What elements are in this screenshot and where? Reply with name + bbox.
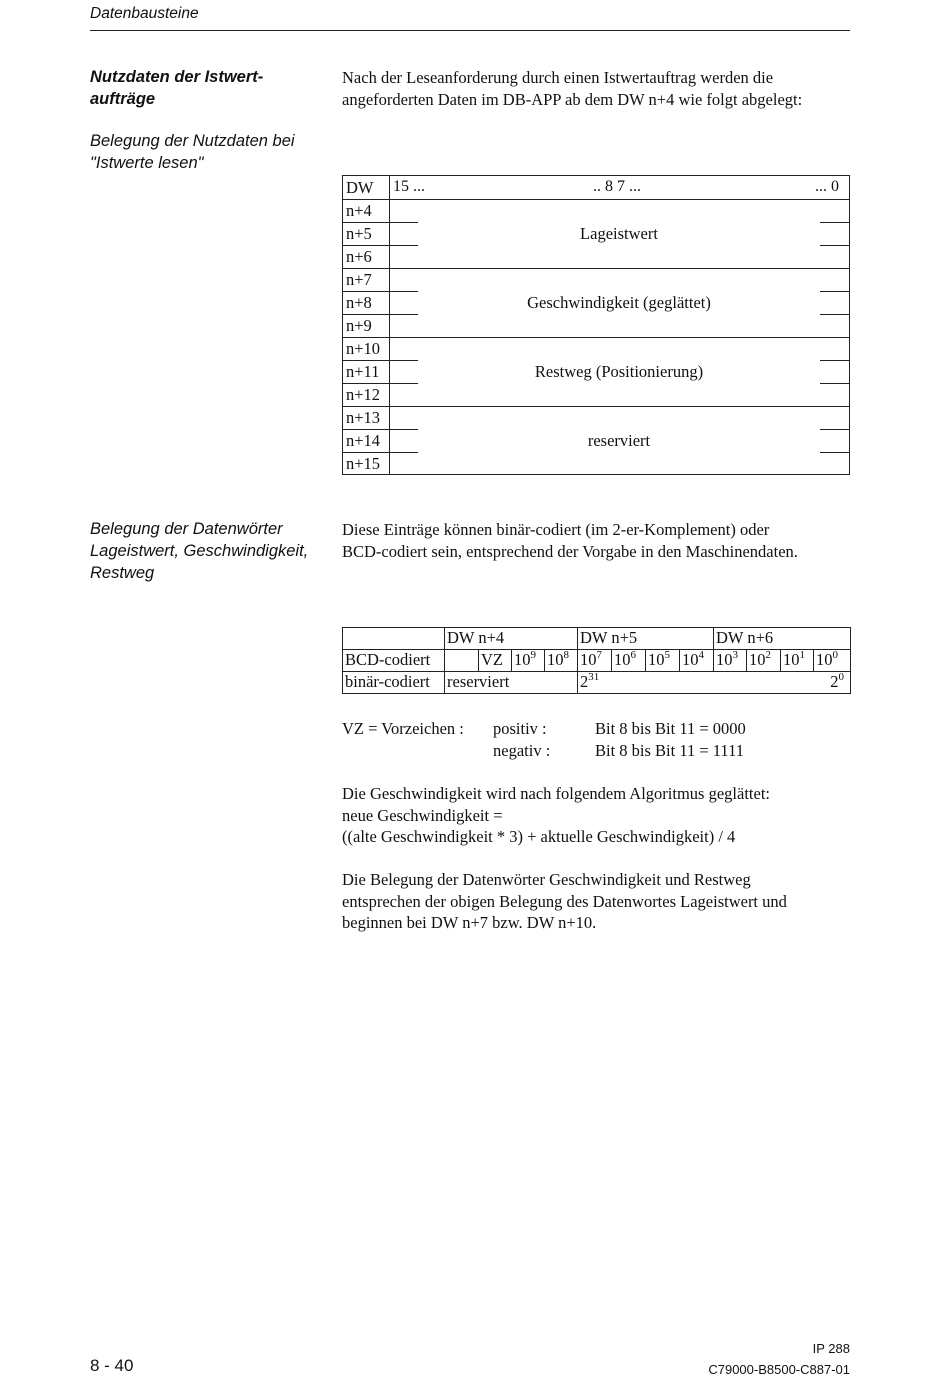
power-exp: 7 <box>596 649 602 661</box>
binary-label: binär-codiert <box>343 672 445 694</box>
power-cell <box>781 650 814 672</box>
word-tick-left <box>389 314 418 315</box>
dw-row <box>343 406 849 429</box>
section-heading-datenwoerter <box>90 518 308 584</box>
dw-row-label: n+15 <box>346 454 381 473</box>
body-line: Nach der Leseanforderung durch einen Istwertauftrag werden die <box>342 68 774 87</box>
word-tick-left <box>389 360 418 361</box>
power-exp: 4 <box>698 649 704 661</box>
row-divider <box>343 291 389 292</box>
word-tick-right <box>820 222 849 223</box>
power-cell <box>814 650 851 672</box>
dw-row <box>343 452 849 475</box>
power-base: 10 <box>580 650 597 669</box>
header-dw-n4: DW n+4 <box>445 628 578 650</box>
body-line: beginnen bei DW n+7 bzw. DW n+10. <box>342 913 597 932</box>
vz-note <box>342 718 842 762</box>
section-body-coding <box>342 519 798 562</box>
dw-row-label: n+12 <box>346 385 381 404</box>
binary-low <box>830 672 844 692</box>
vz-negative-value: Bit 8 bis Bit 11 = 1111 <box>595 741 744 760</box>
bcd-label: BCD-codiert <box>343 650 445 672</box>
word-tick-left <box>389 245 418 246</box>
word-tick-left <box>389 222 418 223</box>
power-exp: 1 <box>799 649 805 661</box>
power-exp: 9 <box>530 649 536 661</box>
dw-row-label: n+6 <box>346 247 372 266</box>
header-dw-n5: DW n+5 <box>578 628 714 650</box>
dw-header-label: DW <box>346 178 374 197</box>
header-rule <box>90 30 850 31</box>
binary-reserved: reserviert <box>445 672 578 694</box>
heading-line: Nutzdaten der Istwert- <box>90 68 264 86</box>
power-cell <box>578 650 612 672</box>
word-tick-right <box>820 245 849 246</box>
power-cell <box>512 650 545 672</box>
coding-table <box>342 627 851 694</box>
vz-positive-value: Bit 8 bis Bit 11 = 0000 <box>595 719 746 738</box>
power-cell <box>545 650 578 672</box>
dw-row-label: n+9 <box>346 316 372 335</box>
word-tick-left <box>389 452 418 453</box>
power-base: 10 <box>716 650 733 669</box>
footer-doc-info <box>650 1338 850 1380</box>
power-base: 10 <box>783 650 800 669</box>
row-divider <box>343 222 389 223</box>
section-body-intro <box>342 67 802 110</box>
power-exp: 3 <box>732 649 738 661</box>
power-exp: 8 <box>563 649 569 661</box>
group-divider <box>343 337 849 338</box>
field-reserviert: reserviert <box>587 431 651 450</box>
power-base: 10 <box>648 650 665 669</box>
dw-row-label: n+5 <box>346 224 372 243</box>
heading-line: aufträge <box>90 90 156 108</box>
dw-row <box>343 268 849 291</box>
row-divider <box>343 314 389 315</box>
dw-row <box>343 337 849 360</box>
power-base: 10 <box>682 650 699 669</box>
heading-line: Lageistwert, Geschwindigkeit, <box>90 542 309 560</box>
heading-line: "Istwerte lesen" <box>90 154 204 172</box>
power-exp: 5 <box>664 649 670 661</box>
binary-low-base: 2 <box>830 672 839 691</box>
binary-high-exp: 31 <box>588 671 600 683</box>
vz-positive-label: positiv : <box>493 719 547 738</box>
power-base: 10 <box>514 650 531 669</box>
heading-line: Restweg <box>90 564 155 582</box>
row-divider <box>343 245 389 246</box>
binary-row <box>343 672 851 694</box>
binary-range <box>578 672 851 694</box>
dw-row-label: n+11 <box>346 362 380 381</box>
field-geschwindigkeit: Geschwindigkeit (geglättet) <box>527 293 711 312</box>
dw-row-label: n+7 <box>346 270 372 289</box>
word-tick-right <box>820 429 849 430</box>
word-tick-right <box>820 452 849 453</box>
group-divider <box>343 406 849 407</box>
body-line: neue Geschwindigkeit = <box>342 805 503 825</box>
dw-row <box>343 314 849 337</box>
row-divider <box>343 452 389 453</box>
heading-line: Belegung der Datenwörter <box>90 520 283 538</box>
heading-line: Belegung der Nutzdaten bei <box>90 132 295 150</box>
vz-cell: VZ <box>479 650 512 672</box>
dw-row <box>343 245 849 268</box>
section-heading-belegung <box>90 130 295 174</box>
power-cell <box>612 650 646 672</box>
body-line: Die Belegung der Datenwörter Geschwindigkeit und Restweg <box>342 870 751 889</box>
running-header: Datenbausteine <box>90 5 199 22</box>
header-dw-n6: DW n+6 <box>714 628 851 650</box>
power-cell <box>714 650 747 672</box>
bcd-row <box>343 650 851 672</box>
word-tick-left <box>389 429 418 430</box>
dw-row-label: n+8 <box>346 293 372 312</box>
power-cell <box>680 650 714 672</box>
product-name: IP 288 <box>812 1341 850 1356</box>
body-line: Die Geschwindigkeit wird nach folgendem Algoritmus geglättet: <box>342 784 770 803</box>
empty-nibble-cell <box>445 650 479 672</box>
bit-high-label: 15 ... <box>393 178 425 195</box>
coding-header-row <box>343 628 851 650</box>
binary-high <box>580 672 599 691</box>
word-tick-left <box>389 291 418 292</box>
bit-mid-label: .. 8 7 ... <box>593 178 641 195</box>
bit-low-label: ... 0 <box>815 178 839 195</box>
word-tick-right <box>820 291 849 292</box>
final-paragraph <box>342 869 787 934</box>
dw-row <box>343 383 849 406</box>
vz-label: VZ = Vorzeichen : <box>342 719 464 738</box>
document-number: C79000-B8500-C887-01 <box>708 1362 850 1377</box>
dw-row <box>343 199 849 222</box>
row-divider <box>343 429 389 430</box>
empty-cell <box>343 628 445 650</box>
row-divider <box>343 383 389 384</box>
dw-row-label: n+4 <box>346 201 372 220</box>
body-line: ((alte Geschwindigkeit * 3) + aktuelle Geschwindigkeit) / 4 <box>342 827 736 846</box>
word-tick-left <box>389 383 418 384</box>
power-base: 10 <box>614 650 631 669</box>
power-exp: 0 <box>832 649 838 661</box>
field-lageistwert: Lageistwert <box>580 224 658 243</box>
dw-row-label: n+13 <box>346 408 381 427</box>
power-exp: 2 <box>765 649 771 661</box>
power-base: 10 <box>547 650 564 669</box>
word-tick-right <box>820 360 849 361</box>
page-number: 8 - 40 <box>90 1356 134 1375</box>
body-line: BCD-codiert sein, entsprechend der Vorgabe in den Maschinendaten. <box>342 541 798 561</box>
word-tick-right <box>820 383 849 384</box>
dw-layout-table <box>342 175 850 475</box>
section-heading-nutzdaten <box>90 66 263 110</box>
power-exp: 6 <box>630 649 636 661</box>
body-line: angeforderten Daten im DB-APP ab dem DW n+4 wie folgt abgelegt: <box>342 89 803 109</box>
smoothing-algorithm <box>342 783 770 848</box>
body-line: entsprechen der obigen Belegung des Datenwortes Lageistwert und <box>342 891 787 911</box>
power-cell <box>747 650 781 672</box>
field-restweg: Restweg (Positionierung) <box>534 362 704 381</box>
power-base: 10 <box>816 650 833 669</box>
power-cell <box>646 650 680 672</box>
binary-low-exp: 0 <box>838 671 844 683</box>
power-base: 10 <box>749 650 766 669</box>
vz-negative-label: negativ : <box>493 741 551 760</box>
row-divider <box>343 360 389 361</box>
body-line: Diese Einträge können binär-codiert (im 2-er-Komplement) oder <box>342 520 770 539</box>
dw-row-label: n+14 <box>346 431 381 450</box>
binary-high-base: 2 <box>580 672 589 691</box>
word-tick-right <box>820 314 849 315</box>
dw-row-label: n+10 <box>346 339 381 358</box>
group-divider <box>343 268 849 269</box>
dw-header-row <box>343 176 849 199</box>
